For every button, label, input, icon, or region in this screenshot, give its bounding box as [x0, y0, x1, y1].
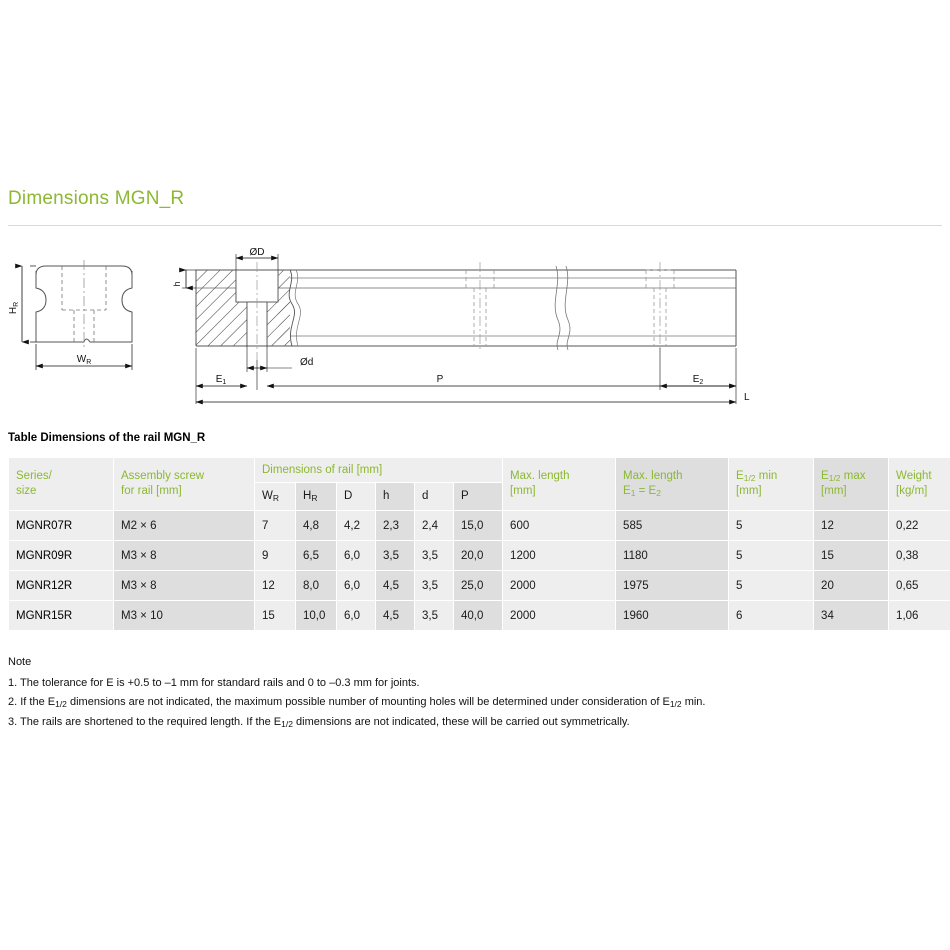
cell-h: 4,5 — [376, 601, 414, 630]
table-row — [9, 541, 950, 570]
cell-screw: M2 × 6 — [114, 511, 254, 540]
cell-screw: M3 × 8 — [114, 541, 254, 570]
cell-h: 2,3 — [376, 511, 414, 540]
label-width-rail: $W_R$ — [76, 354, 92, 366]
table-row — [9, 571, 950, 600]
label-hole-diameter: Ød — [300, 357, 314, 368]
header-p: P — [454, 483, 502, 510]
header-weight: Weight [kg/m] — [889, 458, 950, 510]
note-1: 1. The tolerance for E is +0.5 to –1 mm for standard rails and 0 to –0.3 mm for joints. — [8, 676, 420, 689]
cell-wr: 9 — [255, 541, 295, 570]
dimensions-table — [8, 457, 950, 631]
table-caption: Table Dimensions of the rail MGN_R — [8, 432, 206, 444]
header-max-length-e: Max. length $E_1 = E_2$ — [616, 458, 728, 510]
cell-e-min: 5 — [729, 541, 813, 570]
cell-max-length: 2000 — [503, 571, 615, 600]
cell-p: 20,0 — [454, 541, 502, 570]
cell-h: 4,5 — [376, 571, 414, 600]
header-dimensions-group: Dimensions of rail [mm] — [255, 458, 502, 482]
cell-d-big: 6,0 — [337, 541, 375, 570]
header-hr: $H_R$ — [296, 483, 336, 510]
cell-d-small: 3,5 — [415, 601, 453, 630]
cell-hr: 6,5 — [296, 541, 336, 570]
cell-max-length-e: 1975 — [616, 571, 728, 600]
notes-section — [8, 653, 942, 732]
note-2: 2. If the $E_{1/2}$ dimensions are not indicated, the maximum possible number of mounting holes will be determined under consideration of $E_{1/2}$ min. — [8, 696, 706, 709]
page-title: Dimensions MGN_R — [8, 188, 185, 209]
cell-p: 25,0 — [454, 571, 502, 600]
cell-weight: 0,38 — [889, 541, 950, 570]
cell-max-length-e: 1960 — [616, 601, 728, 630]
cell-e-min: 5 — [729, 511, 813, 540]
table-row — [9, 601, 950, 630]
cell-max-length-e: 585 — [616, 511, 728, 540]
cell-wr: 15 — [255, 601, 295, 630]
header-series-size: Series/ size — [9, 458, 113, 510]
header-assembly-screw: Assembly screw for rail [mm] — [114, 458, 254, 510]
cell-screw: M3 × 8 — [114, 571, 254, 600]
cell-d-small: 3,5 — [415, 571, 453, 600]
cell-hr: 8,0 — [296, 571, 336, 600]
cell-d-big: 6,0 — [337, 571, 375, 600]
notes-title: Note — [8, 656, 32, 668]
cell-d-small: 2,4 — [415, 511, 453, 540]
dimensions-table-wrapper — [8, 457, 942, 631]
header-e-max: $E_{1/2}$ max [mm] — [814, 458, 888, 510]
cell-hr: 4,8 — [296, 511, 336, 540]
cell-e-max: 12 — [814, 511, 888, 540]
cell-weight: 1,06 — [889, 601, 950, 630]
label-counterbore-diameter: ØD — [249, 248, 265, 258]
header-d-small: d — [415, 483, 453, 510]
header-max-length: Max. length [mm] — [503, 458, 615, 510]
cell-wr: 12 — [255, 571, 295, 600]
cell-e-max: 20 — [814, 571, 888, 600]
cell-d-big: 6,0 — [337, 601, 375, 630]
cell-h: 3,5 — [376, 541, 414, 570]
note-3: 3. The rails are shortened to the required length. If the $E_{1/2}$ dimensions are not indicated, these will be carried out symmetrically. — [8, 715, 630, 729]
cell-series: MGNR09R — [9, 541, 113, 570]
label-pitch: P — [436, 374, 444, 385]
cell-d-small: 3,5 — [415, 541, 453, 570]
label-end-distance-1: $E_1$ — [215, 374, 227, 386]
cell-wr: 7 — [255, 511, 295, 540]
cell-d-big: 4,2 — [337, 511, 375, 540]
header-e-min: $E_{1/2}$ min [mm] — [729, 458, 813, 510]
cell-max-length: 600 — [503, 511, 615, 540]
cell-max-length: 1200 — [503, 541, 615, 570]
cell-screw: M3 × 10 — [114, 601, 254, 630]
cell-e-max: 15 — [814, 541, 888, 570]
table-body — [9, 511, 950, 630]
label-total-length: L — [744, 392, 750, 403]
title-divider — [8, 225, 942, 226]
cell-e-min: 5 — [729, 571, 813, 600]
cell-e-min: 6 — [729, 601, 813, 630]
label-shoulder-height: h — [172, 281, 182, 287]
label-end-distance-2: $E_2$ — [692, 374, 704, 386]
cell-series: MGNR12R — [9, 571, 113, 600]
cell-series: MGNR15R — [9, 601, 113, 630]
cell-p: 40,0 — [454, 601, 502, 630]
table-header-row-group — [9, 458, 950, 482]
cell-weight: 0,65 — [889, 571, 950, 600]
header-d-big: D — [337, 483, 375, 510]
table-row — [9, 511, 950, 540]
cell-e-max: 34 — [814, 601, 888, 630]
header-h: h — [376, 483, 414, 510]
label-height-rail: $H_R$ — [8, 301, 20, 315]
cell-max-length: 2000 — [503, 601, 615, 630]
rail-technical-drawing — [0, 248, 950, 420]
header-wr: $W_R$ — [255, 483, 295, 510]
cell-max-length-e: 1180 — [616, 541, 728, 570]
cell-series: MGNR07R — [9, 511, 113, 540]
cell-hr: 10,0 — [296, 601, 336, 630]
cell-weight: 0,22 — [889, 511, 950, 540]
cell-p: 15,0 — [454, 511, 502, 540]
